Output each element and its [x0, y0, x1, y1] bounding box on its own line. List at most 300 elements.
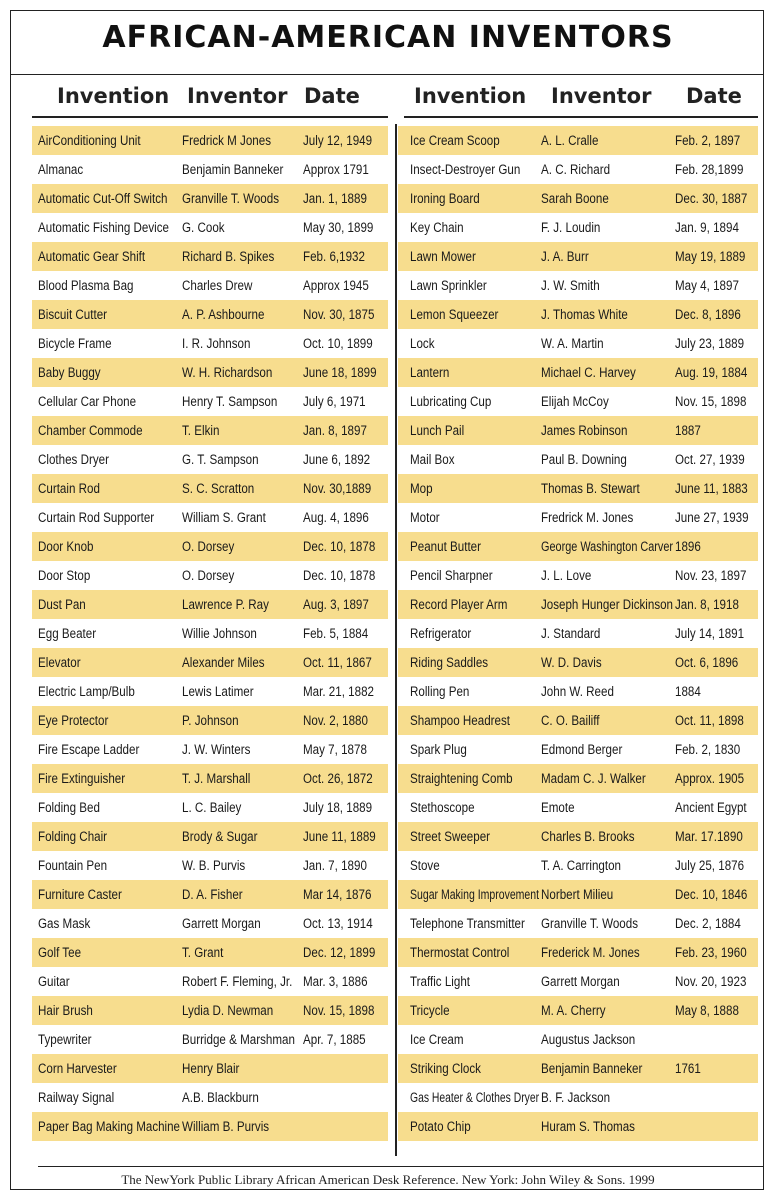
date-cell: [303, 684, 388, 699]
invention-cell: [398, 1003, 541, 1018]
date-cell: [675, 916, 758, 931]
date-cell: [303, 365, 388, 380]
table-row: [398, 184, 758, 213]
invention-text: Corn Harvester: [38, 1061, 117, 1076]
date-cell: [675, 1119, 758, 1134]
inventor-text: Lydia D. Newman: [181, 1003, 273, 1018]
inventor-text: W. B. Purvis: [181, 858, 245, 873]
inventor-cell: [541, 423, 675, 438]
inventor-cell: [182, 1003, 304, 1018]
date-text: Oct. 10, 1899: [303, 336, 374, 351]
invention-text: Insect-Destroyer Gun: [410, 162, 521, 177]
invention-cell: [398, 742, 541, 757]
table-row: [398, 851, 758, 880]
inventor-text: O. Dorsey: [181, 568, 234, 583]
date-text: Mar. 21, 1882: [303, 684, 375, 699]
invention-text: Ironing Board: [410, 191, 480, 206]
invention-text: Record Player Arm: [410, 597, 508, 612]
date-text: July 6, 1971: [303, 394, 367, 409]
table-row: [398, 996, 758, 1025]
date-cell: [303, 394, 388, 409]
invention-cell: [32, 1090, 182, 1105]
inventor-text: Thomas B. Stewart: [540, 481, 640, 496]
inventor-text: T. Elkin: [181, 423, 219, 438]
invention-text: Door Knob: [38, 539, 94, 554]
invention-cell: [32, 655, 182, 670]
table-row: [32, 416, 388, 445]
table-row: [32, 213, 388, 242]
table-row: [398, 619, 758, 648]
invention-text: Hair Brush: [38, 1003, 93, 1018]
inventor-cell: [541, 191, 675, 206]
inventor-text: Fredrick M. Jones: [540, 510, 633, 525]
date-cell: [675, 713, 758, 728]
date-text: Approx 1945: [303, 278, 370, 293]
invention-text: Blood Plasma Bag: [38, 278, 134, 293]
date-cell: [303, 423, 388, 438]
table-row: [398, 1025, 758, 1054]
right-header-invention: Invention: [414, 84, 527, 108]
invention-text: Mail Box: [410, 452, 455, 467]
invention-text: Lawn Mower: [410, 249, 476, 264]
date-text: Approx. 1905: [674, 771, 745, 786]
date-cell: [675, 742, 758, 757]
invention-text: Stove: [410, 858, 440, 873]
inventor-text: J. Standard: [540, 626, 600, 641]
date-cell: [303, 452, 388, 467]
date-text: Mar. 17.1890: [674, 829, 743, 844]
date-cell: [675, 1003, 758, 1018]
inventor-text: Granville T. Woods: [181, 191, 279, 206]
invention-cell: [398, 307, 541, 322]
inventor-text: L. C. Bailey: [181, 800, 241, 815]
table-row: [398, 271, 758, 300]
inventor-cell: [182, 800, 304, 815]
inventor-cell: [541, 655, 675, 670]
invention-cell: [398, 365, 541, 380]
date-cell: [675, 307, 758, 322]
inventor-cell: [182, 945, 304, 960]
inventor-text: A. P. Ashbourne: [181, 307, 264, 322]
inventor-cell: [541, 481, 675, 496]
inventor-cell: [541, 1090, 675, 1105]
inventor-cell: [182, 249, 304, 264]
inventor-cell: [541, 249, 675, 264]
date-text: Aug. 3, 1897: [303, 597, 370, 612]
date-text: May 8, 1888: [674, 1003, 739, 1018]
invention-cell: [398, 162, 541, 177]
inventor-text: Lewis Latimer: [181, 684, 254, 699]
table-row: [398, 822, 758, 851]
table-row: [32, 793, 388, 822]
invention-cell: [398, 771, 541, 786]
date-cell: [675, 133, 758, 148]
invention-text: Lemon Squeezer: [410, 307, 499, 322]
footer-rule: [38, 1166, 764, 1167]
date-text: Dec. 30, 1887: [674, 191, 748, 206]
date-cell: [675, 684, 758, 699]
inventor-text: Henry T. Sampson: [181, 394, 277, 409]
inventor-text: W. D. Davis: [540, 655, 602, 670]
table-row: [32, 155, 388, 184]
date-text: May 4, 1897: [674, 278, 739, 293]
invention-cell: [32, 713, 182, 728]
invention-text: Straightening Comb: [410, 771, 513, 786]
invention-text: Curtain Rod: [38, 481, 100, 496]
invention-cell: [398, 481, 541, 496]
invention-cell: [398, 684, 541, 699]
date-cell: [675, 1061, 758, 1076]
date-cell: [303, 191, 388, 206]
date-cell: [675, 220, 758, 235]
inventor-cell: [182, 307, 304, 322]
table-row: [398, 909, 758, 938]
date-cell: [675, 481, 758, 496]
invention-text: Sugar Making Improvement: [410, 887, 540, 902]
invention-text: Furniture Caster: [38, 887, 122, 902]
inventor-cell: [182, 1119, 304, 1134]
invention-text: Shampoo Headrest: [410, 713, 511, 728]
date-cell: [303, 974, 388, 989]
inventor-text: W. A. Martin: [540, 336, 604, 351]
date-cell: [303, 945, 388, 960]
date-cell: [303, 655, 388, 670]
inventor-cell: [182, 539, 304, 554]
inventor-text: A.B. Blackburn: [181, 1090, 259, 1105]
invention-cell: [398, 597, 541, 612]
date-cell: [303, 249, 388, 264]
inventor-cell: [182, 336, 304, 351]
date-cell: [303, 1061, 388, 1076]
invention-text: Key Chain: [410, 220, 464, 235]
inventor-cell: [541, 887, 675, 902]
date-text: Apr. 7, 1885: [303, 1032, 367, 1047]
date-cell: [675, 539, 758, 554]
date-text: Dec. 8, 1896: [674, 307, 741, 322]
invention-text: Lantern: [410, 365, 450, 380]
inventor-cell: [182, 365, 304, 380]
table-row: [32, 1083, 388, 1112]
date-cell: [675, 945, 758, 960]
table-row: [398, 532, 758, 561]
date-text: July 12, 1949: [303, 133, 373, 148]
inventor-cell: [541, 684, 675, 699]
inventor-cell: [541, 974, 675, 989]
date-text: Jan. 9, 1894: [674, 220, 739, 235]
invention-cell: [398, 655, 541, 670]
inventor-cell: [182, 597, 304, 612]
date-cell: [303, 568, 388, 583]
table-row: [32, 358, 388, 387]
invention-cell: [398, 249, 541, 264]
invention-cell: [398, 1119, 541, 1134]
table-row: [398, 1083, 758, 1112]
invention-cell: [32, 191, 182, 206]
inventor-cell: [541, 162, 675, 177]
date-cell: [675, 1090, 758, 1105]
invention-text: Striking Clock: [410, 1061, 481, 1076]
inventor-text: Benjamin Banneker: [540, 1061, 642, 1076]
table-row: [32, 967, 388, 996]
invention-cell: [32, 365, 182, 380]
date-cell: [303, 626, 388, 641]
inventor-text: W. H. Richardson: [181, 365, 272, 380]
invention-cell: [32, 916, 182, 931]
inventor-cell: [182, 133, 304, 148]
inventor-cell: [541, 336, 675, 351]
date-cell: [675, 800, 758, 815]
inventor-cell: [182, 713, 304, 728]
date-cell: [675, 771, 758, 786]
date-text: Dec. 10, 1846: [674, 887, 748, 902]
date-cell: [303, 1032, 388, 1047]
table-row: [32, 561, 388, 590]
inventor-text: Garrett Morgan: [540, 974, 620, 989]
table-row: [398, 938, 758, 967]
inventor-text: Garrett Morgan: [181, 916, 261, 931]
table-row: [32, 677, 388, 706]
date-text: June 18, 1899: [303, 365, 378, 380]
table-row: [32, 590, 388, 619]
invention-text: Tricycle: [410, 1003, 450, 1018]
table-row: [32, 532, 388, 561]
date-text: Oct. 27, 1939: [674, 452, 745, 467]
date-text: Oct. 11, 1867: [303, 655, 373, 670]
invention-cell: [32, 887, 182, 902]
inventor-cell: [182, 220, 304, 235]
invention-text: AirConditioning Unit: [38, 133, 141, 148]
table-row: [398, 445, 758, 474]
date-cell: [303, 162, 388, 177]
page-title: AFRICAN-AMERICAN INVENTORS: [102, 20, 674, 55]
invention-text: Gas Heater & Clothes Dryer: [410, 1090, 540, 1105]
date-text: Nov. 30, 1875: [303, 307, 375, 322]
invention-text: Electric Lamp/Bulb: [38, 684, 135, 699]
table-row: [32, 880, 388, 909]
date-cell: [675, 336, 758, 351]
invention-cell: [398, 220, 541, 235]
inventor-text: Burridge & Marshman: [181, 1032, 295, 1047]
date-text: May 19, 1889: [674, 249, 746, 264]
left-header-date: Date: [304, 84, 360, 108]
table-row: [398, 561, 758, 590]
inventor-text: G. T. Sampson: [181, 452, 259, 467]
invention-text: Lock: [410, 336, 435, 351]
invention-cell: [398, 133, 541, 148]
date-cell: [303, 597, 388, 612]
source-citation: The NewYork Public Library African American Desk Reference. New York: John Wiley & Sons. 1999: [121, 1172, 655, 1187]
table-row: [398, 503, 758, 532]
inventor-cell: [182, 626, 304, 641]
invention-cell: [32, 452, 182, 467]
invention-text: Door Stop: [38, 568, 91, 583]
table-row: [398, 387, 758, 416]
date-text: Mar. 3, 1886: [303, 974, 369, 989]
date-cell: [675, 626, 758, 641]
inventor-cell: [541, 1032, 675, 1047]
invention-cell: [398, 974, 541, 989]
date-cell: [303, 916, 388, 931]
date-cell: [303, 858, 388, 873]
inventor-cell: [182, 1032, 304, 1047]
table-row: [398, 706, 758, 735]
invention-cell: [32, 133, 182, 148]
inventor-text: Augustus Jackson: [540, 1032, 635, 1047]
date-cell: [303, 220, 388, 235]
inventor-text: James Robinson: [540, 423, 627, 438]
inventor-text: Richard B. Spikes: [181, 249, 274, 264]
date-text: June 27, 1939: [674, 510, 749, 525]
inventor-text: Benjamin Banneker: [181, 162, 283, 177]
inventor-text: Charles B. Brooks: [540, 829, 635, 844]
inventor-text: Elijah McCoy: [540, 394, 609, 409]
date-cell: [675, 887, 758, 902]
inventor-cell: [182, 423, 304, 438]
inventor-cell: [182, 510, 304, 525]
date-text: Feb. 6,1932: [303, 249, 366, 264]
inventor-cell: [541, 1061, 675, 1076]
invention-cell: [32, 539, 182, 554]
invention-cell: [398, 539, 541, 554]
inventor-cell: [182, 481, 304, 496]
table-row: [398, 474, 758, 503]
invention-text: Almanac: [38, 162, 84, 177]
invention-text: Riding Saddles: [410, 655, 489, 670]
inventor-text: J. A. Burr: [540, 249, 589, 264]
inventor-cell: [182, 191, 304, 206]
date-cell: [303, 887, 388, 902]
inventor-text: Fredrick M Jones: [181, 133, 271, 148]
table-row: [32, 851, 388, 880]
date-text: Jan. 8, 1918: [674, 597, 739, 612]
inventor-cell: [541, 278, 675, 293]
invention-text: Biscuit Cutter: [38, 307, 108, 322]
inventor-text: B. F. Jackson: [540, 1090, 610, 1105]
inventor-cell: [182, 829, 304, 844]
invention-cell: [32, 162, 182, 177]
table-row: [32, 764, 388, 793]
inventor-text: O. Dorsey: [181, 539, 234, 554]
invention-text: Curtain Rod Supporter: [38, 510, 155, 525]
invention-text: Bicycle Frame: [38, 336, 112, 351]
invention-cell: [32, 1003, 182, 1018]
invention-text: Potato Chip: [410, 1119, 471, 1134]
invention-text: Automatic Fishing Device: [38, 220, 169, 235]
table-row: [32, 619, 388, 648]
date-text: Oct. 6, 1896: [674, 655, 739, 670]
date-cell: [675, 597, 758, 612]
date-cell: [675, 568, 758, 583]
date-cell: [675, 423, 758, 438]
invention-text: Eye Protector: [38, 713, 109, 728]
inventor-text: Edmond Berger: [540, 742, 622, 757]
invention-text: Fire Extinguisher: [38, 771, 126, 786]
inventor-text: C. O. Bailiff: [540, 713, 600, 728]
inventor-text: Emote: [540, 800, 575, 815]
invention-cell: [398, 1090, 541, 1105]
inventor-text: George Washington Carver: [540, 539, 673, 554]
inventor-cell: [541, 597, 675, 612]
inventor-text: Paul B. Downing: [540, 452, 627, 467]
invention-text: Thermostat Control: [410, 945, 510, 960]
invention-text: Cellular Car Phone: [38, 394, 137, 409]
date-text: July 23, 1889: [674, 336, 745, 351]
date-text: June 6, 1892: [303, 452, 371, 467]
inventor-cell: [182, 684, 304, 699]
inventor-cell: [541, 568, 675, 583]
inventor-cell: [541, 365, 675, 380]
date-cell: [303, 1119, 388, 1134]
inventor-text: M. A. Cherry: [540, 1003, 606, 1018]
left-header-inventor: Inventor: [187, 84, 288, 108]
inventor-text: Frederick M. Jones: [540, 945, 640, 960]
invention-cell: [398, 713, 541, 728]
inventor-cell: [182, 887, 304, 902]
invention-text: Ice Cream Scoop: [410, 133, 500, 148]
inventor-text: Huram S. Thomas: [540, 1119, 635, 1134]
date-text: Feb. 23, 1960: [674, 945, 747, 960]
date-cell: [303, 742, 388, 757]
date-cell: [303, 510, 388, 525]
invention-text: Rolling Pen: [410, 684, 470, 699]
invention-cell: [398, 1032, 541, 1047]
invention-text: Peanut Butter: [410, 539, 482, 554]
date-text: Mar 14, 1876: [303, 887, 372, 902]
invention-cell: [32, 1061, 182, 1076]
invention-text: Lubricating Cup: [410, 394, 492, 409]
date-text: May 7, 1878: [303, 742, 368, 757]
table-row: [32, 706, 388, 735]
date-text: Aug. 19, 1884: [674, 365, 748, 380]
date-text: Feb. 5, 1884: [303, 626, 369, 641]
table-row: [32, 445, 388, 474]
date-cell: [303, 1003, 388, 1018]
date-cell: [675, 249, 758, 264]
inventor-text: F. J. Loudin: [540, 220, 600, 235]
inventor-cell: [541, 1003, 675, 1018]
date-text: Feb. 2, 1897: [674, 133, 741, 148]
invention-cell: [398, 945, 541, 960]
invention-cell: [32, 829, 182, 844]
table-row: [32, 184, 388, 213]
date-text: July 25, 1876: [674, 858, 745, 873]
invention-cell: [32, 394, 182, 409]
table-row: [398, 416, 758, 445]
date-text: Nov. 15, 1898: [674, 394, 747, 409]
table-row: [32, 648, 388, 677]
inventor-text: Sarah Boone: [540, 191, 609, 206]
table-row: [398, 126, 758, 155]
invention-cell: [32, 568, 182, 583]
date-text: May 30, 1899: [303, 220, 374, 235]
invention-text: Automatic Cut-Off Switch: [38, 191, 168, 206]
date-text: Jan. 1, 1889: [303, 191, 368, 206]
date-cell: [303, 1090, 388, 1105]
date-cell: [675, 452, 758, 467]
invention-cell: [32, 626, 182, 641]
invention-cell: [32, 742, 182, 757]
table-row: [32, 1054, 388, 1083]
date-cell: [675, 829, 758, 844]
inventor-cell: [182, 452, 304, 467]
table-row: [398, 213, 758, 242]
invention-text: Paper Bag Making Machine: [38, 1119, 180, 1134]
invention-cell: [398, 858, 541, 873]
inventor-text: William S. Grant: [181, 510, 266, 525]
inventor-text: I. R. Johnson: [181, 336, 250, 351]
date-cell: [303, 336, 388, 351]
inventor-text: Norbert Milieu: [540, 887, 613, 902]
